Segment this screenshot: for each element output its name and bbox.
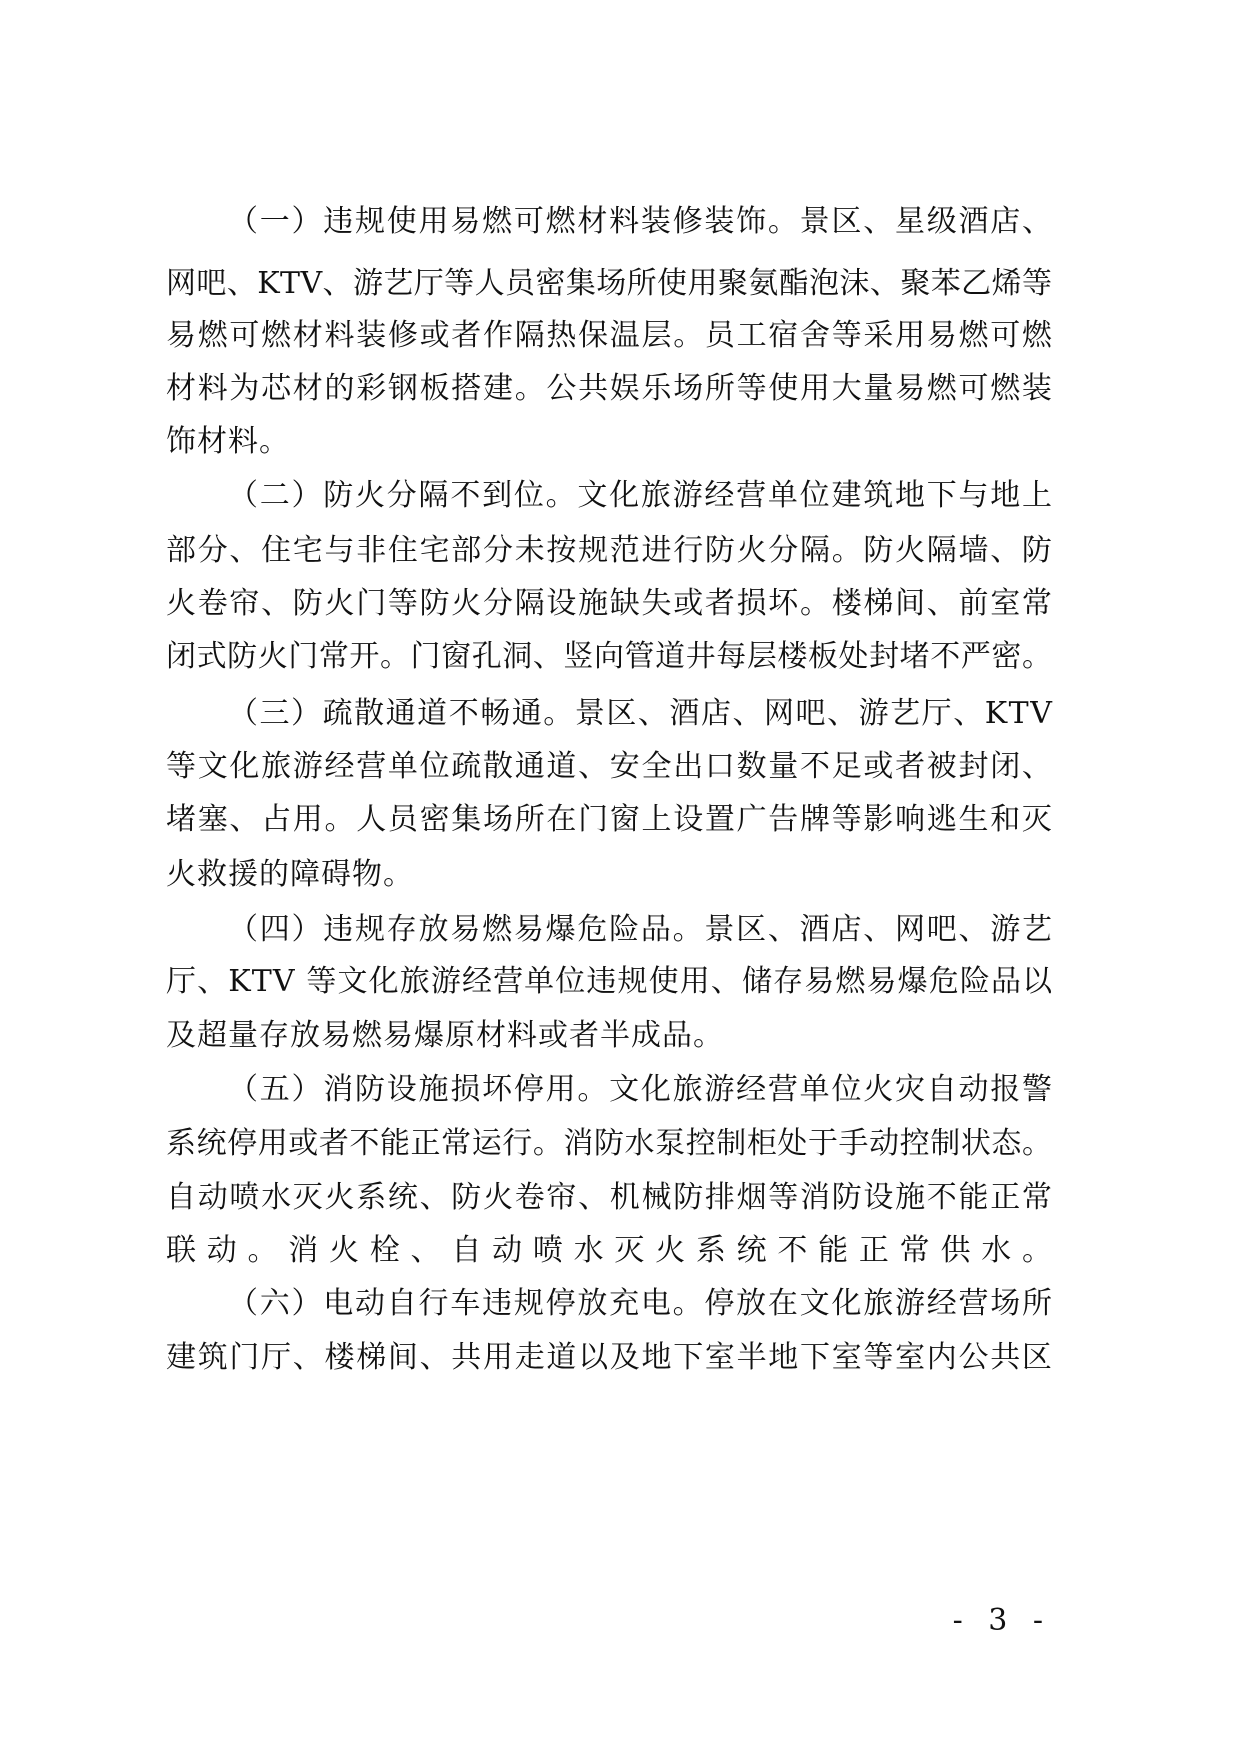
text-line: 自动喷水灭火系统、防火卷帘、机械防排烟等消防设施不能正常 xyxy=(166,1180,1054,1215)
text-line: （一）违规使用易燃可燃材料装修装饰。景区、星级酒店、 xyxy=(228,204,1054,239)
text-line: 建筑门厅、楼梯间、共用走道以及地下室半地下室等室内公共区 xyxy=(166,1340,1054,1375)
text-line: 闭式防火门常开。门窗孔洞、竖向管道井每层楼板处封堵不严密。 xyxy=(166,639,1053,674)
text-line: （二）防火分隔不到位。文化旅游经营单位建筑地下与地上 xyxy=(228,478,1054,513)
text-line: （五）消防设施损坏停用。文化旅游经营单位火灾自动报警 xyxy=(228,1072,1054,1107)
text-line: 部分、住宅与非住宅部分未按规范进行防火分隔。防火隔墙、防 xyxy=(166,533,1054,568)
text-line: 易燃可燃材料装修或者作隔热保温层。员工宿舍等采用易燃可燃 xyxy=(166,318,1054,353)
text-line: 等文化旅游经营单位疏散通道、安全出口数量不足或者被封闭、 xyxy=(166,749,1054,784)
text-line: 饰材料。 xyxy=(166,424,290,459)
text-line: 网吧、KTV、游艺厅等人员密集场所使用聚氨酯泡沫、聚苯乙烯等 xyxy=(166,266,1053,301)
text-line: 火卷帘、防火门等防火分隔设施缺失或者损坏。楼梯间、前室常 xyxy=(166,586,1054,621)
page-number: - 3 - xyxy=(952,1603,1051,1638)
text-line: 系统停用或者不能正常运行。消防水泵控制柜处于手动控制状态。 xyxy=(166,1126,1053,1161)
text-line: 火救援的障碍物。 xyxy=(166,857,414,892)
text-line: （六）电动自行车违规停放充电。停放在文化旅游经营场所 xyxy=(228,1286,1054,1321)
text-line: （三）疏散通道不畅通。景区、酒店、网吧、游艺厅、KTV xyxy=(228,696,1054,731)
text-line: 厅、KTV 等文化旅游经营单位违规使用、储存易燃易爆危险品以 xyxy=(166,964,1054,999)
text-line: （四）违规存放易燃易爆危险品。景区、酒店、网吧、游艺 xyxy=(228,912,1054,947)
text-line: 材料为芯材的彩钢板搭建。公共娱乐场所等使用大量易燃可燃装 xyxy=(166,371,1054,406)
text-line: 及超量存放易燃易爆原材料或者半成品。 xyxy=(166,1018,724,1053)
text-line: 联动。消火栓、自动喷水灭火系统不能正常供水。 xyxy=(166,1233,1063,1268)
text-line: 堵塞、占用。人员密集场所在门窗上设置广告牌等影响逃生和灭 xyxy=(166,802,1054,837)
